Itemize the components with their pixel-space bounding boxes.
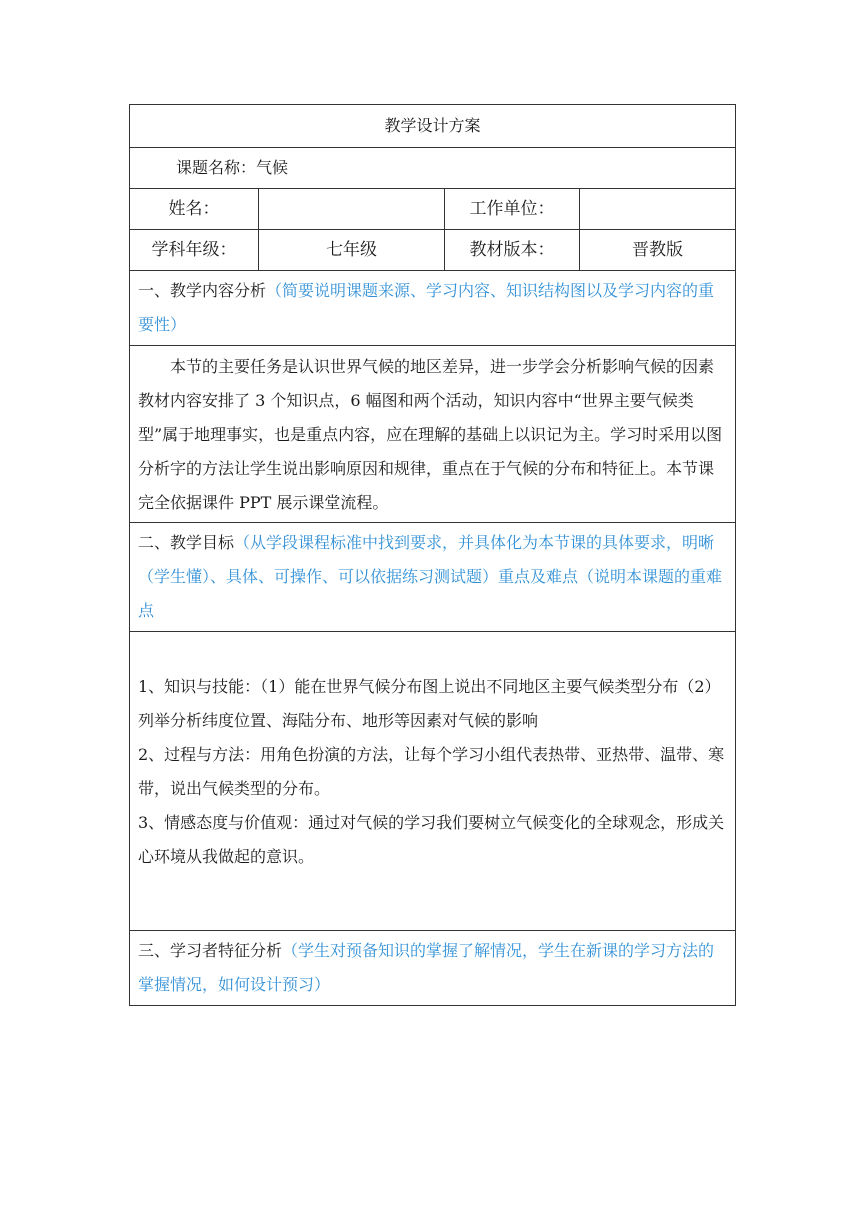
section1-note: （简要说明课题来源、学习内容、知识结构图以及学习内容的重要性）: [138, 281, 715, 334]
work-unit-label: 工作单位：: [445, 189, 580, 230]
grade-value: 七年级: [259, 230, 445, 271]
objective-item-3: 3、情感态度与价值观：通过对气候的学习我们要树立气候变化的全球观念，形成关心环境从我做起的意识。: [138, 813, 725, 866]
section1-heading: 一、教学内容分析: [138, 281, 267, 300]
course-name-row: [130, 148, 736, 189]
grade-label: 学科年级：: [130, 230, 259, 271]
objective-item-2: 2、过程与方法：用角色扮演的方法，让每个学习小组代表热带、亚热带、温带、寒带，说出气候类型的分布。: [138, 745, 725, 798]
lesson-plan-table: [129, 104, 736, 1006]
section2-note: （从学段课程标准中找到要求，并具体化为本节课的具体要求，明晰（学生懂）、具体、可操作、可以依据练习测试题）重点及难点（说明本课题的重难点: [138, 533, 723, 620]
section3-header: [130, 931, 736, 1006]
section2-heading: 二、教学目标: [138, 533, 235, 552]
name-value: [259, 189, 445, 230]
course-name-label: 课题名称：: [176, 158, 257, 177]
section3-note: （学生对预备知识的掌握了解情况，学生在新课的学习方法的掌握情况，如何设计预习）: [138, 941, 715, 994]
name-label: 姓名：: [130, 189, 259, 230]
section2-content: [130, 632, 736, 931]
edition-value: 晋教版: [580, 230, 736, 271]
document-title: 教学设计方案: [130, 105, 736, 148]
course-name-value: 气候: [256, 158, 289, 177]
work-unit-value: [580, 189, 736, 230]
section1-content: [130, 346, 736, 523]
section3-heading: 三、学习者特征分析: [138, 941, 283, 960]
section1-header: [130, 271, 736, 346]
section2-header: [130, 523, 736, 632]
section1-body: 本节的主要任务是认识世界气候的地区差异，进一步学会分析影响气候的因素教材内容安排了 3 个知识点，6 幅图和两个活动，知识内容中“世界主要气候类型”属于地理事实，也是重点内容，应在理解的基础上以识记为主。学习时采用以图分析字的方法让学生说出影响原因和规律，重点在于气候的分布和特征上。本节课完全依据课件 PPT 展示课堂流程。: [138, 357, 723, 512]
objective-item-1: 1、知识与技能：（1）能在世界气候分布图上说出不同地区主要气候类型分布（2）列举分析纬度位置、海陆分布、地形等因素对气候的影响: [138, 677, 721, 730]
edition-label: 教材版本：: [445, 230, 580, 271]
